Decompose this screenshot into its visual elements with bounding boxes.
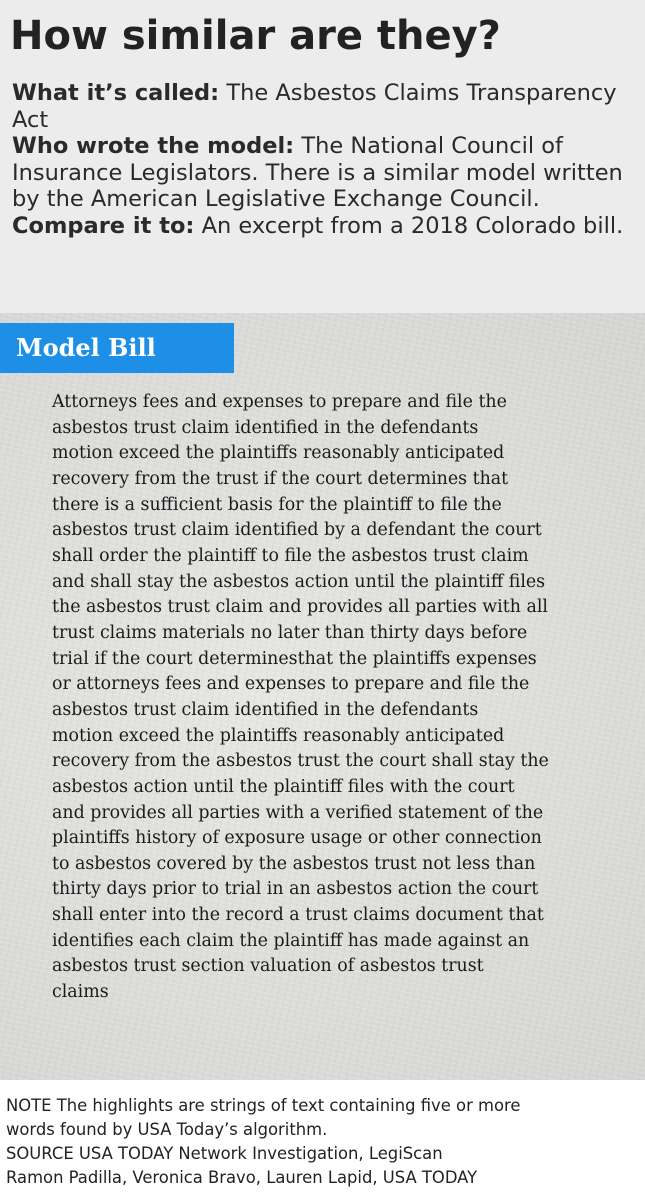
header-panel [0, 0, 645, 313]
bill-text-line: trust claims materials no later than thirty days before [52, 622, 528, 643]
bill-text-line: and provides all parties with a verified statement of the [52, 802, 544, 823]
info-compare-label: Compare it to: [12, 212, 195, 239]
bill-text-line: asbestos trust claim identified by a defendant the court [52, 520, 542, 541]
footer-notes [6, 1094, 638, 1190]
model-bill-tab [0, 323, 234, 373]
footer-source: SOURCE USA TODAY Network Investigation, LegiScan [6, 1144, 443, 1163]
footer-credits: Ramon Padilla, Veronica Bravo, Lauren Lapid, USA TODAY [6, 1168, 478, 1187]
bill-text-line: Attorneys fees and expenses to prepare and file the [52, 392, 507, 412]
bill-text-line: to asbestos covered by the asbestos trust not less than [52, 853, 536, 874]
bill-text-line: shall order the plaintiff to file the asbestos trust claim [52, 545, 529, 566]
footer-note-continued: words found by USA Today’s algorithm. [6, 1120, 328, 1139]
bill-text-line: the asbestos trust claim and provides all parties with all [52, 597, 548, 618]
bill-text-line: asbestos trust section valuation of asbestos trust [52, 956, 484, 977]
info-author-row [12, 133, 637, 213]
bill-text-line: or attorneys fees and expenses to prepare and file the [52, 674, 530, 695]
info-author-label: Who wrote the model: [12, 133, 295, 159]
bill-text-line: thirty days prior to trial in an asbestos action the court [52, 879, 539, 900]
bill-text-line: asbestos action until the plaintiff files with the court [52, 776, 515, 797]
bill-text-line: motion exceed the plaintiffs reasonably anticipated [52, 725, 505, 746]
info-compare-value: An excerpt from a 2018 Colorado bill. [201, 212, 624, 239]
info-name-value: The Asbestos Claims Transparency Act [12, 80, 617, 133]
footer-note: NOTE The highlights are strings of text containing five or more [6, 1096, 521, 1115]
bill-text-line: asbestos trust claim identified in the defendants [52, 699, 479, 720]
bill-info [12, 80, 637, 239]
info-author-value: The National Council of Insurance Legislators. There is a similar model written by the American Legislative Exchange Council. [12, 133, 623, 212]
bill-text-line: motion exceed the plaintiffs reasonably anticipated [52, 443, 505, 464]
bill-text-line: trial if the court determinesthat the plaintiffs expenses [52, 648, 537, 669]
model-bill-text [52, 390, 612, 1006]
bill-text-line: shall enter into the record a trust claims document that [52, 905, 544, 926]
bill-text-line: claims [52, 982, 109, 1003]
bill-text-line: recovery from the asbestos trust the court shall stay the [52, 751, 549, 772]
page-title: How similar are they? [10, 13, 501, 59]
info-name-row [12, 80, 637, 133]
bill-text-line: plaintiffs history of exposure usage or other connection [52, 828, 542, 849]
info-name-label: What it’s called: [12, 80, 220, 106]
bill-text-line: recovery from the trust if the court determines that [52, 468, 509, 489]
bill-text-line: identifies each claim the plaintiff has made against an [52, 930, 530, 951]
bill-text-line: asbestos trust claim identified in the defendants [52, 417, 479, 438]
model-bill-label: Model Bill [16, 333, 156, 362]
info-compare-row [12, 213, 637, 240]
bill-text-line: and shall stay the asbestos action until the plaintiff files [52, 571, 546, 592]
bill-text-line: there is a sufficient basis for the plaintiff to file the [52, 494, 502, 515]
